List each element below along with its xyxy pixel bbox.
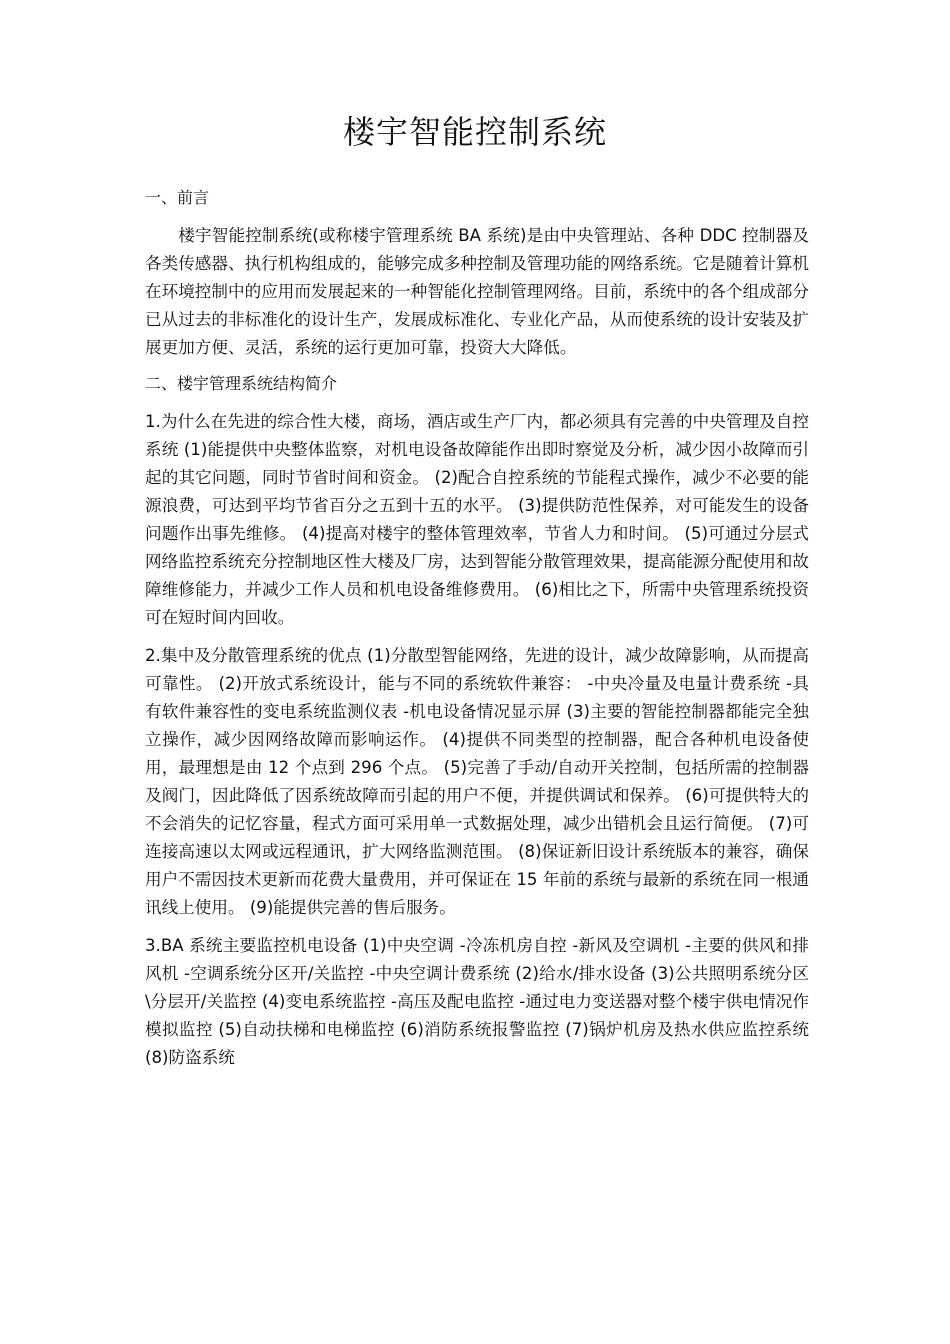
document-body bbox=[145, 184, 809, 1082]
structure-paragraph-2: 2.集中及分散管理系统的优点 (1)分散型智能网络，先进的设计，减少故障影响，从而提高可靠性。 (2)开放式系统设计，能与不同的系统软件兼容： -中央冷量及电量计费系统 -具有软件兼容性的变电系统监测仪表 -机电设备情况显示屏 (3)主要的智能控制器都能完全独立操作，减少因网络故障而影响运作。 (4)提供不同类型的控制器，配合各种机电设备使用，最理想是由 12 个点到 296 个点。 (5)完善了手动/自动开关控制，包括所需的控制器及阀门，因此降低了因系统故障而引起的用户不便，并提供调试和保养。 (6)可提供特大的不会消失的记忆容量，程式方面可采用单一式数据处理，减少出错机会且运行简便。 (7)可连接高速以太网或远程通讯，扩大网络监测范围。 (8)保证新旧设计系统版本的兼容，确保用户不需因技术更新而花费大量费用，并可保证在 15 年前的系统与最新的系统在同一根通讯线上使用。 (9)能提供完善的售后服务。 bbox=[145, 646, 809, 917]
structure-paragraph-3: 3.BA 系统主要监控机电设备 (1)中央空调 -冷冻机房自控 -新风及空调机 -主要的供风和排风机 -空调系统分区开/关监控 -中央空调计费系统 (2)给水/排水设备 (3)公共照明系统分区\分层开/关监控 (4)变电系统监控 -高压及配电监控 -通过电力变送器对整个楼宇供电情况作模拟监控 (5)自动扶梯和电梯监控 (6)消防系统报警监控 (7)锅炉机房及热水供应监控系统 (8)防盗系统 bbox=[145, 936, 809, 1067]
section-heading: 二、楼宇管理系统结构简介 bbox=[145, 374, 338, 393]
preface-paragraph: 楼宇智能控制系统(或称楼宇管理系统 BA 系统)是由中央管理站、各种 DDC 控制器及各类传感器、执行机构组成的，能够完成多种控制及管理功能的网络系统。它是随着计算机在环境控制中的应用而发展起来的一种智能化控制管理网络。目前，系统中的各个组成部分已从过去的非标准化的设计生产，发展成标准化、专业化产品，从而使系统的设计安装及扩展更加方便、灵活，系统的运行更加可靠，投资大大降低。 bbox=[145, 226, 809, 357]
section-heading: 一、前言 bbox=[145, 188, 210, 207]
document-title: 楼宇智能控制系统 bbox=[342, 113, 607, 151]
section-structure-overview bbox=[145, 370, 809, 1072]
structure-paragraph-1: 1.为什么在先进的综合性大楼，商场，酒店或生产厂内，都必须具有完善的中央管理及自控系统 (1)能提供中央整体监察，对机电设备故障能作出即时察觉及分析，减少因小故障而引起的其它问题，同时节省时间和资金。 (2)配合自控系统的节能程式操作，减少不必要的能源浪费，可达到平均节省百分之五到十五的水平。 (3)提供防范性保养，对可能发生的设备问题作出事先维修。 (4)提高对楼宇的整体管理效率，节省人力和时间。 (5)可通过分层式网络监控系统充分控制地区性大楼及厂房，达到智能分散管理效果，提高能源分配使用和故障维修能力，并减少工作人员和机电设备维修费用。 (6)相比之下，所需中央管理系统投资可在短时间内回收。 bbox=[145, 412, 809, 627]
section-preface bbox=[145, 184, 809, 362]
